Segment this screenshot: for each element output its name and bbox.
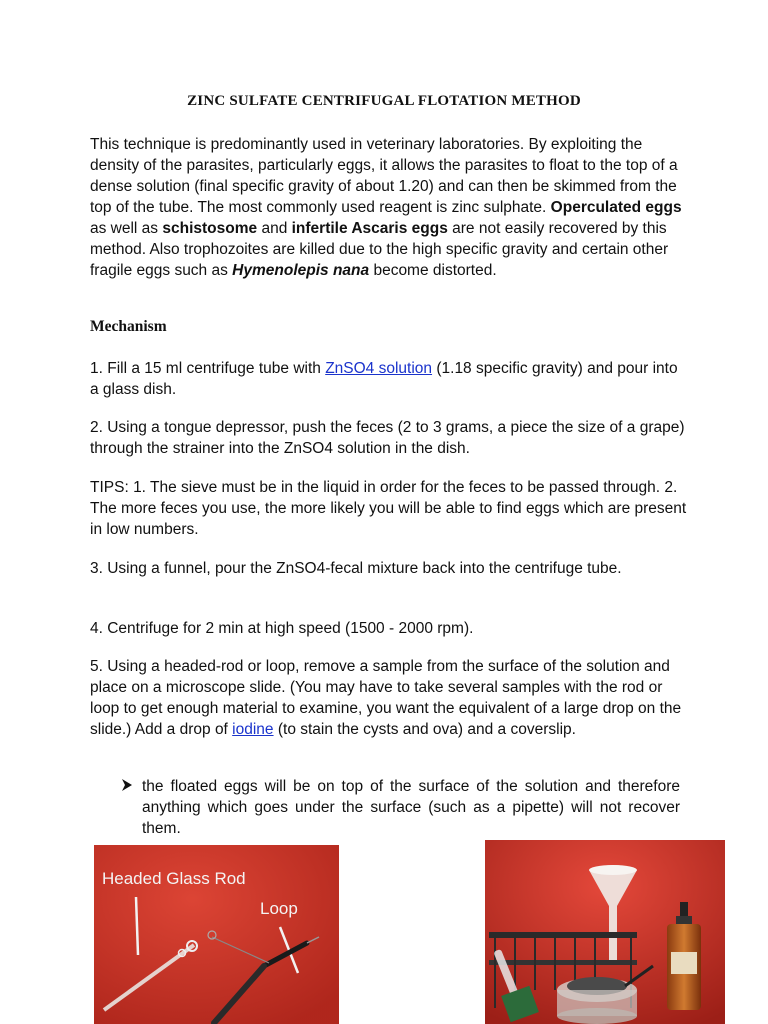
headed-rod-and-loop-photo [94, 845, 339, 1024]
headed-glass-rod-label: Headed Glass Rod [102, 869, 246, 888]
intro-text-1: This technique is predominantly used in veterinary laboratories. By exploiting the density of the parasites, particularly eggs, it allows the parasites to float to the top of a dense solution (final specific gravity of about 1.20) and can then be skimmed from the top of the tube. The most commonly used reagent is zinc sulphate. [90, 136, 678, 216]
intro-text-5: become distorted. [369, 262, 497, 279]
mechanism-heading: Mechanism [90, 318, 167, 335]
tips-paragraph: TIPS: 1. The sieve must be in the liquid in order for the feces to be passed through. 2. The more feces you use, the more likely you will be able to find eggs which are present in low numbers. [90, 479, 687, 538]
document-title: ZINC SULFATE CENTRIFUGAL FLOTATION METHOD [187, 93, 581, 109]
step-1 [90, 358, 690, 400]
bullet-text: the floated eggs will be on top of the surface of the solution and therefore anything which goes under the surface (such as a pipette) will not recover them. [142, 778, 680, 837]
znso4-solution-link[interactable]: ZnSO4 solution [325, 360, 433, 377]
intro-bold-operculated: Operculated eggs [550, 199, 682, 216]
intro-paragraph [90, 134, 690, 281]
step-1-text-post: (1.18 specific gravity) and pour into a glass dish. [90, 360, 678, 398]
step-2: 2. Using a tongue depressor, push the feces (2 to 3 grams, a piece the size of a grape) through the strainer into the ZnSO4 solution in the dish. [90, 419, 685, 457]
step-4: 4. Centrifuge for 2 min at high speed (1500 - 2000 rpm). [90, 620, 474, 637]
intro-bold-schistosome: schistosome [162, 220, 258, 237]
step-3: 3. Using a funnel, pour the ZnSO4-fecal mixture back into the centrifuge tube. [90, 560, 622, 577]
intro-bold-ascaris: infertile Ascaris eggs [291, 220, 448, 237]
iodine-link[interactable]: iodine [232, 721, 274, 738]
arrow-bullet-icon [120, 778, 134, 795]
step-5-text-post: (to stain the cysts and ova) and a coverslip. [273, 721, 576, 738]
lab-equipment-photo [485, 840, 725, 1024]
intro-bold-italic-hymenolepis: Hymenolepis nana [232, 262, 370, 279]
loop-label: Loop [260, 899, 298, 918]
intro-text-3: and [257, 220, 292, 237]
step-1-text-pre: 1. Fill a 15 ml centrifuge tube with [90, 360, 326, 377]
step-5-text-pre: 5. Using a headed-rod or loop, remove a sample from the surface of the solution and place on a microscope slide. (You may have to take several samples with the rod or loop to get enough material to examine, you want the equivalent of a large drop on the slide.) Add a drop of [90, 658, 682, 738]
intro-text-4: are not easily recovered by this method. Also trophozoites are killed due to the high specific gravity and certain other fragile eggs such as [90, 220, 669, 279]
step-5 [90, 656, 690, 740]
intro-text-2: as well as [90, 220, 163, 237]
